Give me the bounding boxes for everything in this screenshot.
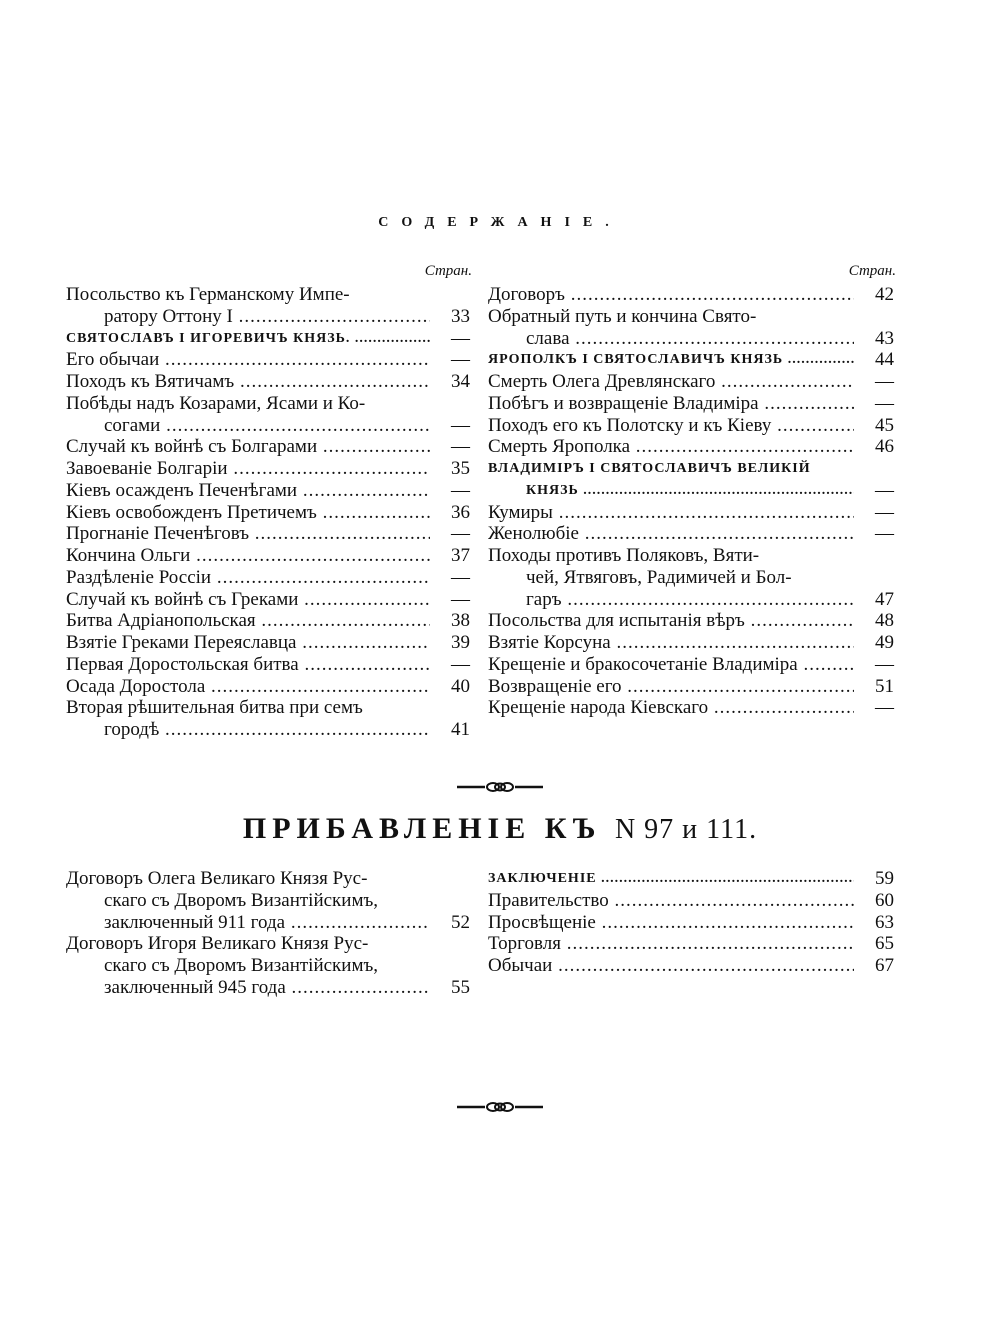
toc-entry-title bbox=[488, 284, 854, 306]
supplement-numbers: N 97 и 111. bbox=[614, 814, 758, 845]
toc-entry-line: Побѣгъ и возвращеніе Владиміра ..... bbox=[488, 393, 854, 415]
toc-list-left bbox=[66, 284, 476, 741]
toc-entry-page: — bbox=[875, 392, 894, 414]
toc-entry-line: согами ..... bbox=[66, 415, 430, 437]
toc-entry-line: Договоръ Олега Великаго Князя Рус- bbox=[66, 868, 368, 889]
toc-entry bbox=[488, 349, 900, 371]
toc-entry-page: 63 bbox=[875, 911, 894, 933]
toc-entry-page: 36 bbox=[451, 501, 470, 523]
toc-entry-line: Обратный путь и кончина Свято- bbox=[488, 305, 757, 327]
toc-entry-page: 33 bbox=[451, 305, 470, 327]
toc-entry-page: 48 bbox=[875, 610, 894, 632]
toc-entry bbox=[488, 436, 900, 458]
toc-entry-line: заключенный 945 года ..... bbox=[66, 977, 430, 999]
toc-entry-line: Правительство ..... bbox=[488, 890, 854, 912]
toc-entry-line: Побѣды надъ Козарами, Ясами и Ко- bbox=[66, 392, 366, 414]
toc-entry bbox=[488, 890, 900, 912]
toc-entry-page: 46 bbox=[875, 436, 894, 458]
toc-entry-line: Его обычаи ..... bbox=[66, 349, 430, 371]
toc-entry-title bbox=[488, 654, 854, 676]
toc-entry bbox=[488, 697, 900, 719]
supplement-column-left bbox=[66, 868, 476, 999]
page-title: СОДЕРЖАНІЕ. bbox=[378, 215, 622, 230]
toc-entry-line: ВЛАДИМІРЪ I СВЯТОСЛАВИЧЪ ВЕЛИКІЙ bbox=[488, 461, 811, 476]
toc-entry-line: Возвращеніе его ..... bbox=[488, 676, 854, 698]
toc-entry-page: — bbox=[451, 566, 470, 588]
toc-entry-title bbox=[488, 502, 854, 524]
ornament-divider-bottom bbox=[0, 1100, 1000, 1119]
toc-entry-line: ЯРОПОЛКЪ I СВЯТОСЛАВИЧЪ КНЯЗЬ ..... bbox=[488, 349, 854, 371]
toc-entry-title bbox=[488, 933, 854, 955]
toc-entry-page: — bbox=[451, 523, 470, 545]
toc-entry-title bbox=[488, 545, 854, 610]
toc-entry bbox=[66, 589, 476, 611]
toc-entry bbox=[66, 567, 476, 589]
toc-entry bbox=[66, 610, 476, 632]
toc-entry-line: Походъ его къ Полотску и къ Кіеву ..... bbox=[488, 415, 854, 437]
toc-entry-page: 45 bbox=[875, 414, 894, 436]
toc-entry-title bbox=[66, 676, 430, 698]
toc-entry-title bbox=[66, 393, 430, 437]
toc-entry-title bbox=[488, 523, 854, 545]
toc-entry-title bbox=[488, 955, 854, 977]
toc-entry-title bbox=[66, 523, 430, 545]
toc-entry-line: скаго съ Дворомъ Византійскимъ, bbox=[104, 955, 379, 976]
toc-entry-line: скаго съ Дворомъ Византійскимъ, bbox=[104, 889, 379, 911]
toc-entry-line: чей, Ятвяговъ, Радимичей и Бол- bbox=[526, 566, 792, 588]
toc-entry-page: — bbox=[875, 523, 894, 545]
toc-entry bbox=[488, 654, 900, 676]
toc-entry-page: 55 bbox=[451, 976, 470, 998]
toc-entry-line: Обычаи ..... bbox=[488, 955, 854, 977]
toc-entry-title bbox=[66, 328, 430, 350]
toc-entry-line: Кіевъ осажденъ Печенѣгами ..... bbox=[66, 480, 430, 502]
toc-entry bbox=[66, 436, 476, 458]
toc-entry-title bbox=[66, 868, 430, 933]
toc-entry-title bbox=[488, 393, 854, 415]
toc-entry-title bbox=[66, 933, 430, 998]
toc-entry-page: 51 bbox=[875, 675, 894, 697]
toc-entry-line: Случай къ войнѣ съ Болгарами ..... bbox=[66, 436, 430, 458]
toc-entry-page: — bbox=[451, 414, 470, 436]
toc-entry-line: Крещеніе и бракосочетаніе Владиміра ..... bbox=[488, 654, 854, 676]
toc-entry-line: КНЯЗЬ ..... bbox=[488, 480, 854, 502]
toc-entry-line: Просвѣщеніе ..... bbox=[488, 912, 854, 934]
toc-entry-line: городѣ ..... bbox=[66, 719, 430, 741]
toc-entry bbox=[488, 502, 900, 524]
toc-entry bbox=[488, 933, 900, 955]
toc-entry bbox=[66, 654, 476, 676]
toc-entry-line: СВЯТОСЛАВЪ I ИГОРЕВИЧЪ КНЯЗЬ. ..... bbox=[66, 328, 430, 350]
toc-entry-line: заключенный 911 года ..... bbox=[66, 912, 430, 934]
supplement-title bbox=[0, 812, 1000, 846]
toc-entry-page: 37 bbox=[451, 545, 470, 566]
toc-entry-line: Торговля ..... bbox=[488, 933, 854, 955]
toc-column-right bbox=[488, 258, 900, 719]
toc-entry-page: 40 bbox=[451, 675, 470, 697]
toc-entry bbox=[488, 868, 900, 890]
toc-entry-title bbox=[66, 371, 430, 393]
toc-entry-line: Смерть Олега Древлянскаго ..... bbox=[488, 371, 854, 393]
toc-entry-line: Первая Доростольская битва ..... bbox=[66, 654, 430, 676]
toc-entry-line: гаръ ..... bbox=[488, 589, 854, 611]
toc-entry-page: — bbox=[451, 436, 470, 458]
toc-entry-line: ЗАКЛЮЧЕНІЕ ..... bbox=[488, 868, 854, 890]
toc-entry-title bbox=[66, 502, 430, 524]
toc-entry-line: Вторая рѣшительная битва при семъ bbox=[66, 697, 363, 719]
toc-entry-line: Кумиры ..... bbox=[488, 502, 854, 524]
toc-entry bbox=[66, 545, 476, 567]
toc-entry-page: 44 bbox=[875, 349, 894, 371]
toc-entry-line: Крещеніе народа Кіевскаго ..... bbox=[488, 697, 854, 719]
toc-entry-line: Смерть Ярополка ..... bbox=[488, 436, 854, 458]
supplement-list-right bbox=[488, 868, 900, 977]
toc-entry-title bbox=[66, 654, 430, 676]
toc-entry bbox=[488, 371, 900, 393]
toc-entry-title bbox=[488, 697, 854, 719]
toc-entry bbox=[66, 632, 476, 654]
toc-entry bbox=[66, 697, 476, 741]
toc-entry-line: Походъ къ Вятичамъ ..... bbox=[66, 371, 430, 393]
toc-entry-line: Взятіе Корсуна ..... bbox=[488, 632, 854, 654]
toc-entry bbox=[66, 349, 476, 371]
toc-entry-line: слава ..... bbox=[488, 328, 854, 350]
toc-entry-page: — bbox=[451, 653, 470, 675]
toc-entry-line: Походы противъ Поляковъ, Вяти- bbox=[488, 545, 760, 566]
toc-entry-page: 59 bbox=[875, 868, 894, 889]
toc-entry-title bbox=[488, 610, 854, 632]
toc-entry-title bbox=[488, 632, 854, 654]
toc-entry-page: — bbox=[451, 588, 470, 610]
toc-entry bbox=[66, 502, 476, 524]
toc-entry-page: — bbox=[875, 501, 894, 523]
toc-entry-page: 60 bbox=[875, 889, 894, 911]
toc-entry-line: Раздѣленіе Россіи ..... bbox=[66, 567, 430, 589]
toc-entry-line: Женолюбіе ..... bbox=[488, 523, 854, 545]
toc-entry-page: — bbox=[451, 479, 470, 501]
toc-entry-title bbox=[66, 697, 430, 741]
toc-column-left bbox=[66, 258, 476, 741]
toc-entry bbox=[66, 868, 476, 933]
toc-entry bbox=[488, 610, 900, 632]
toc-entry-page: — bbox=[875, 371, 894, 392]
toc-entry-line: Договоръ Игоря Великаго Князя Рус- bbox=[66, 933, 369, 955]
toc-entry-line: Посольства для испытанія вѣръ ..... bbox=[488, 610, 854, 632]
toc-entry-page: 43 bbox=[875, 327, 894, 349]
toc-entry-line: Посольство къ Германскому Импе- bbox=[66, 284, 350, 305]
toc-entry bbox=[66, 371, 476, 393]
toc-entry-title bbox=[66, 545, 430, 567]
toc-entry bbox=[488, 676, 900, 698]
toc-entry-title bbox=[488, 436, 854, 458]
toc-entry-page: 35 bbox=[451, 458, 470, 479]
supplement-title-text: ПРИБАВЛЕНІЕ КЪ bbox=[242, 812, 602, 845]
toc-entry-title bbox=[488, 306, 854, 350]
toc-entry bbox=[488, 545, 900, 610]
toc-entry bbox=[488, 523, 900, 545]
column-heading-right: Стран. bbox=[848, 263, 896, 279]
toc-entry-title bbox=[66, 284, 430, 328]
toc-entry-line: Битва Адріанопольская ..... bbox=[66, 610, 430, 632]
toc-entry bbox=[66, 284, 476, 328]
toc-entry bbox=[66, 480, 476, 502]
toc-entry-page: 38 bbox=[451, 610, 470, 632]
toc-entry bbox=[488, 393, 900, 415]
toc-entry-title bbox=[66, 458, 430, 480]
toc-entry-page: — bbox=[451, 327, 470, 349]
toc-entry-title bbox=[488, 371, 854, 393]
toc-entry-title bbox=[66, 436, 430, 458]
toc-entry-line: Договоръ ..... bbox=[488, 284, 854, 306]
toc-entry-title bbox=[66, 480, 430, 502]
toc-entry-line: Прогнаніе Печенѣговъ ..... bbox=[66, 523, 430, 545]
toc-entry-page: — bbox=[875, 479, 894, 501]
toc-entry bbox=[488, 632, 900, 654]
toc-entry bbox=[488, 415, 900, 437]
toc-entry-title bbox=[488, 890, 854, 912]
toc-entry-title bbox=[66, 610, 430, 632]
toc-entry-page: — bbox=[875, 697, 894, 719]
toc-entry-page: 39 bbox=[451, 632, 470, 653]
toc-entry bbox=[488, 458, 900, 502]
toc-entry-page: — bbox=[875, 653, 894, 675]
toc-entry bbox=[66, 393, 476, 437]
toc-entry bbox=[66, 676, 476, 698]
toc-entry-line: Кончина Ольги ..... bbox=[66, 545, 430, 567]
toc-entry-title bbox=[488, 676, 854, 698]
toc-entry-title bbox=[66, 589, 430, 611]
toc-entry-page: — bbox=[451, 349, 470, 371]
supplement-list-left bbox=[66, 868, 476, 999]
toc-entry-title bbox=[66, 632, 430, 654]
toc-entry-page: 41 bbox=[451, 719, 470, 740]
toc-entry-title bbox=[66, 567, 430, 589]
supplement-column-right bbox=[488, 868, 900, 977]
toc-entry-line: Кіевъ освобожденъ Претичемъ ..... bbox=[66, 502, 430, 524]
toc-entry-title bbox=[488, 868, 854, 890]
toc-entry bbox=[488, 955, 900, 977]
toc-entry-page: 67 bbox=[875, 955, 894, 976]
toc-entry-title bbox=[488, 349, 854, 371]
toc-entry bbox=[488, 912, 900, 934]
toc-entry-line: ратору Оттону I ..... bbox=[66, 306, 430, 328]
column-heading-left: Стран. bbox=[424, 263, 472, 279]
toc-entry-title bbox=[488, 415, 854, 437]
toc-entry-title bbox=[488, 458, 854, 502]
toc-entry-page: 49 bbox=[875, 632, 894, 653]
toc-entry-page: 34 bbox=[451, 371, 470, 392]
toc-entry-page: 42 bbox=[875, 284, 894, 305]
toc-entry-line: Завоеваніе Болгаріи ..... bbox=[66, 458, 430, 480]
toc-entry-page: 47 bbox=[875, 588, 894, 610]
toc-entry bbox=[488, 284, 900, 306]
toc-entry-title bbox=[66, 349, 430, 371]
toc-entry bbox=[66, 933, 476, 998]
toc-entry-page: 65 bbox=[875, 933, 894, 955]
toc-entry-title bbox=[488, 912, 854, 934]
ornament-divider bbox=[0, 780, 1000, 799]
toc-entry-line: Случай къ войнѣ съ Греками ..... bbox=[66, 589, 430, 611]
toc-entry bbox=[66, 458, 476, 480]
toc-entry-line: Осада Доростола ..... bbox=[66, 676, 430, 698]
toc-entry bbox=[488, 306, 900, 350]
toc-list-right bbox=[488, 284, 900, 719]
toc-entry-page: 52 bbox=[451, 911, 470, 933]
toc-entry bbox=[66, 328, 476, 350]
toc-entry-line: Взятіе Греками Переяславца ..... bbox=[66, 632, 430, 654]
toc-entry bbox=[66, 523, 476, 545]
